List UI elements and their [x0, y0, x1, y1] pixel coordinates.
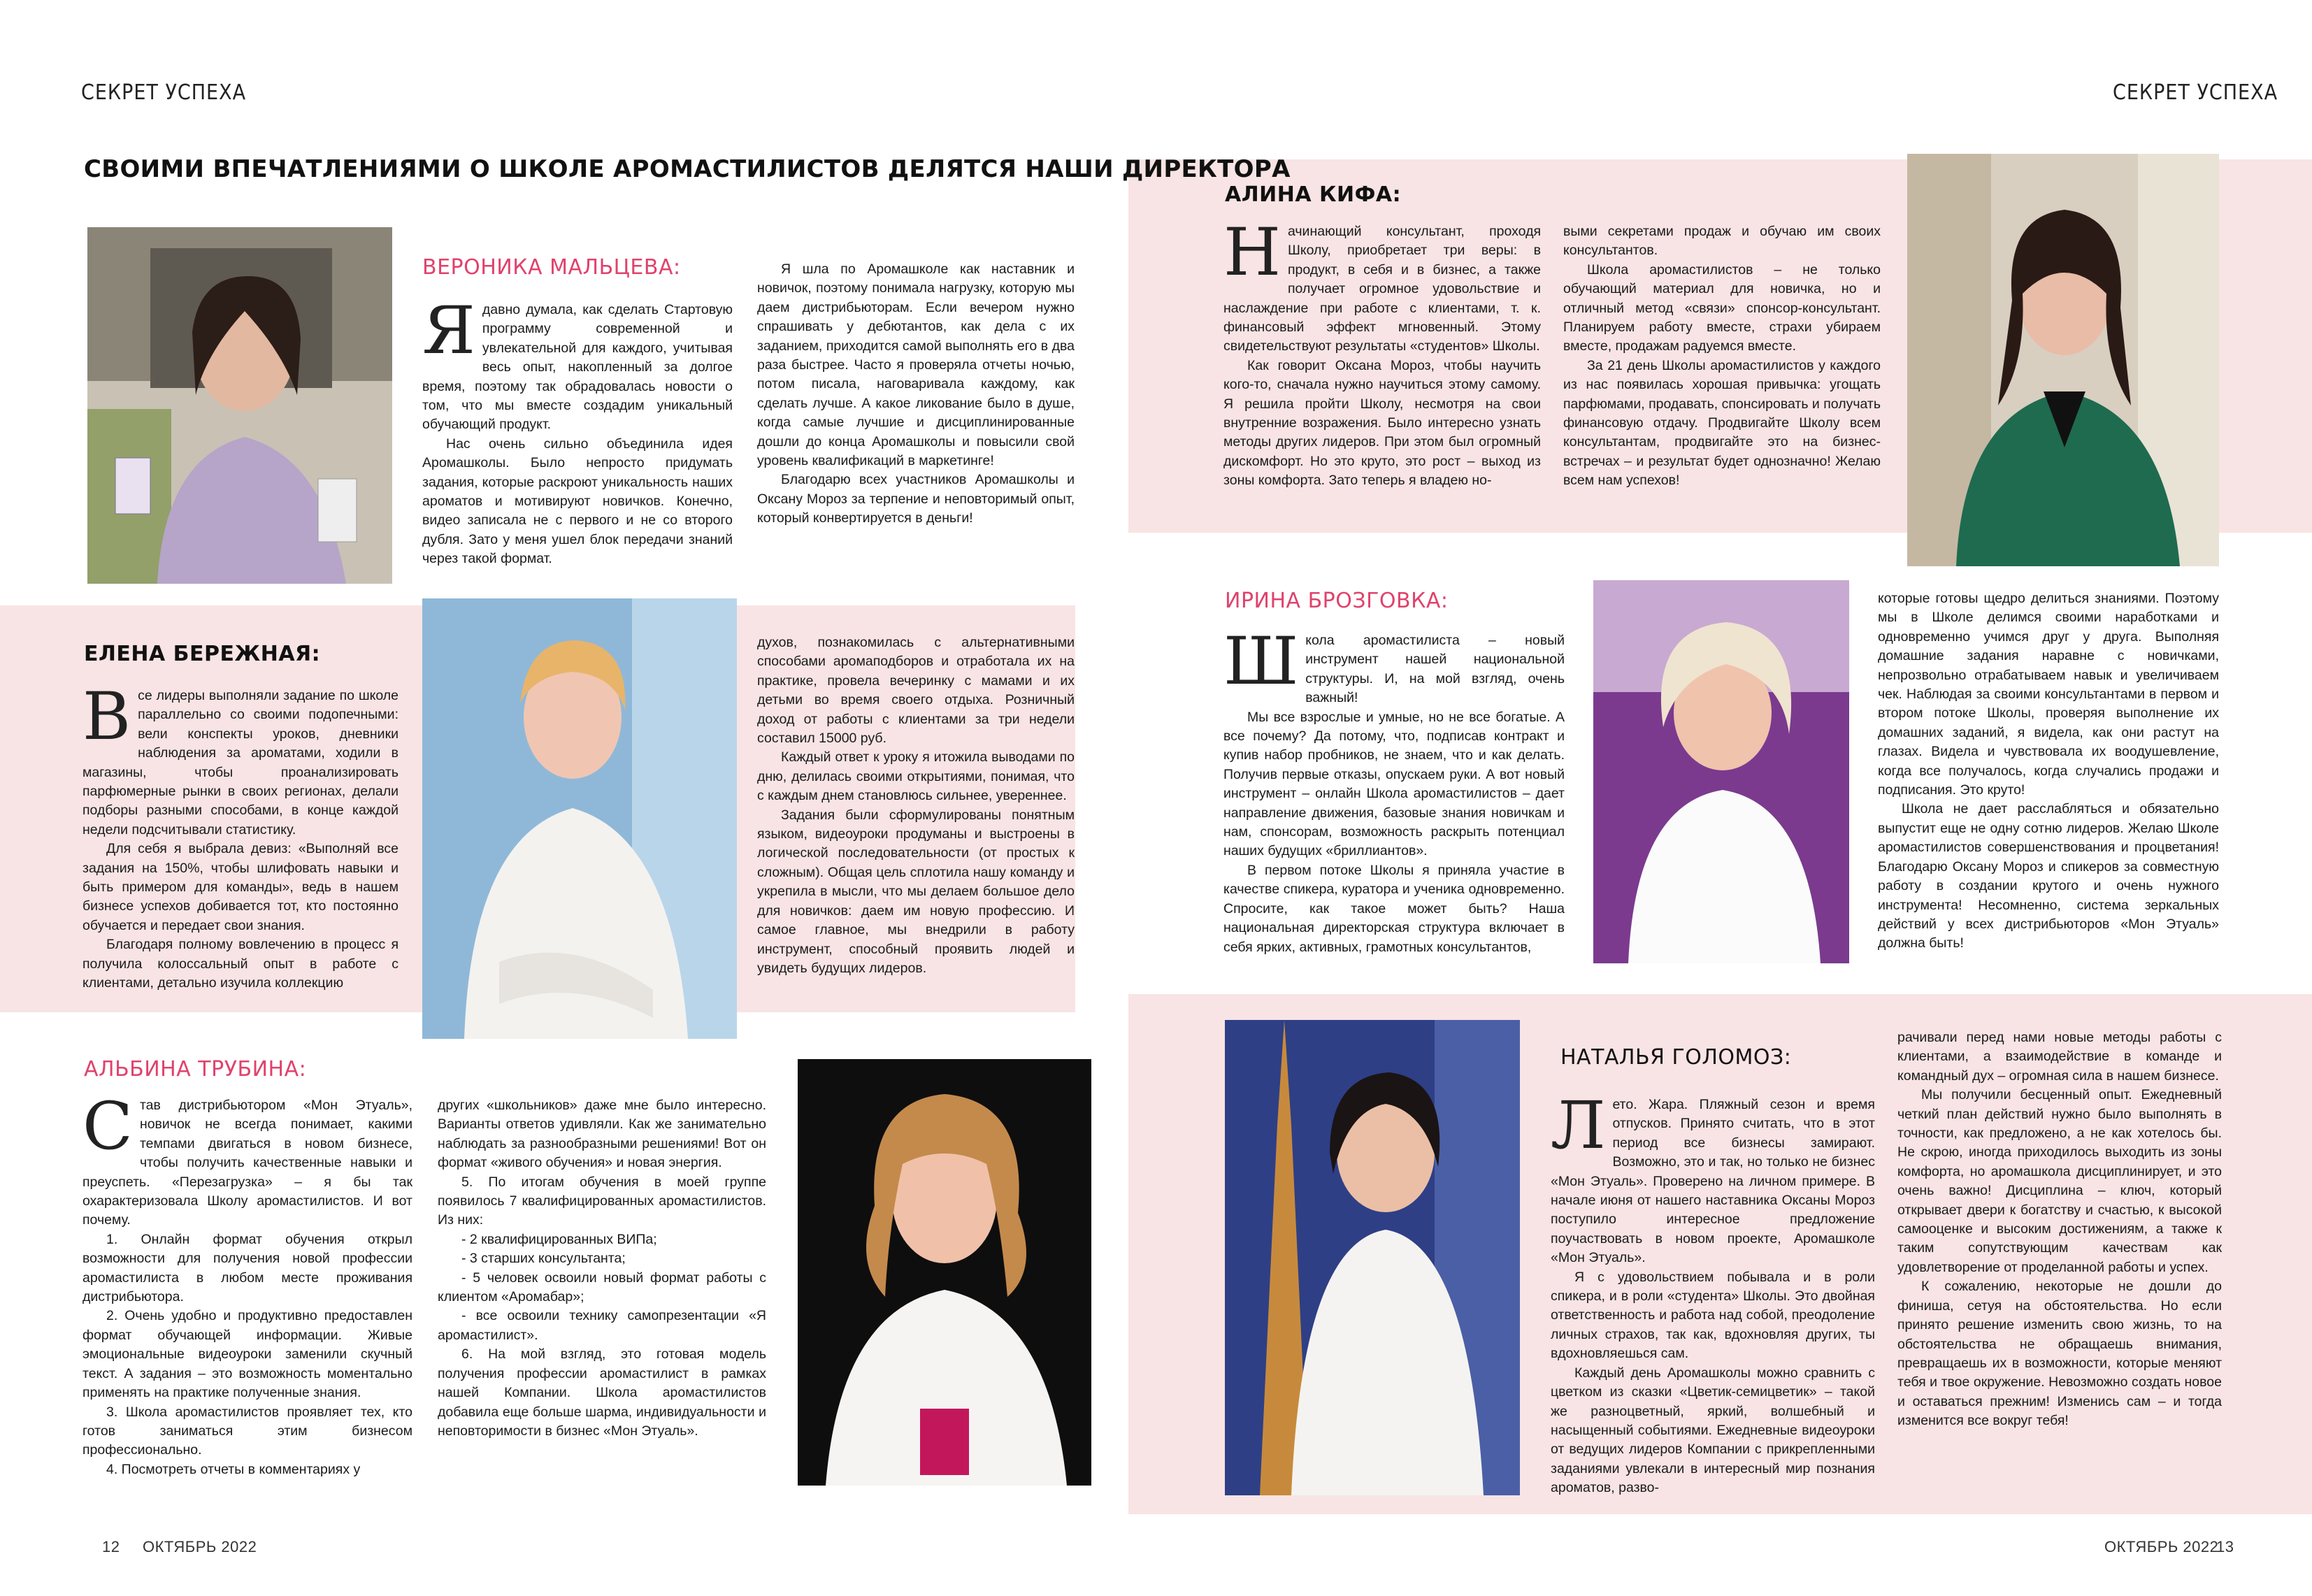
paragraph: тав дистрибьютором «Мон Этуаль», новичок не всегда понимает, какими темпами двигаться в новом бизнесе, чтобы получить качественные навыки и преуспеть. «Перезагрузка» – я бы так охарактеризовала Школу аромастилистов. И вот почему. — [82, 1098, 412, 1228]
name-irina: ИРИНА БРОЗГОВКА: — [1225, 589, 1449, 613]
name-alina: АЛИНА КИФА: — [1225, 182, 1402, 207]
natalya-col-2 — [1897, 1028, 2222, 1431]
page-number-right: 13 — [2216, 1538, 2234, 1555]
dropcap-albina: С — [82, 1088, 133, 1165]
photo-albina — [798, 1059, 1091, 1486]
paragraph: Благодарю всех участников Аромашколы и Оксану Мороз за терпение и неповторимый опыт, который конвертируется в деньги! — [757, 472, 1075, 526]
paragraph: рачивали перед нами новые методы работы с клиентами, а взаимодействие в команде и командный дух – огромная сила в нашем бизнесе. — [1897, 1030, 2222, 1084]
dropcap-irina: Ш — [1223, 624, 1299, 700]
paragraph: За 21 день Школы аромастилистов у каждого из нас появилась хорошая привычка: угощать парфюмами, продавать, спонсировать и получать финансовую отдачу. Продвигайте Школу всем консультантам, продвигайте это на бизнес-встречах – и результат будет однозначно! Желаю всем нам успехов! — [1563, 357, 1881, 489]
paragraph: В первом потоке Школы я приняла участие в качестве спикера, куратора и ученика одновременно. Спросите, как такое может быть? Наша национальная директорская структура включает в себя ярких, активных, грамотных консультантов, — [1223, 862, 1565, 955]
issue-date-left: ОКТЯБРЬ 2022 — [143, 1538, 257, 1555]
paragraph: ето. Жара. Пляжный сезон и время отпусков. Принято считать, что в этот период все бизнесы замирают. Возможно, это и так, но только не бизнес «Мон Этуаль». Проверено на личном примере. В начале июня от нашего наставника Оксаны Мороз поступило интересное предложение поучаствовать в новом проекте, Аромашколе «Мон Этуаль». — [1551, 1097, 1875, 1266]
name-elena: ЕЛЕНА БЕРЕЖНАЯ: — [84, 642, 321, 666]
paragraph: - 2 квалифицированных ВИПа; — [461, 1231, 657, 1247]
paragraph: ачинающий консультант, проходя Школу, приобретает три веры: в продукт, в себя и в бизнес, а также получает огромное удовольствие и наслаждение при работе с клиентами, т. к. финансовый эффект мгновенный. Этому свидетельствуют результаты «студентов» Школы. — [1223, 224, 1541, 354]
natalya-col-1 — [1551, 1088, 1875, 1498]
irina-col-1 — [1223, 624, 1565, 957]
albina-col-1 — [82, 1088, 412, 1479]
paragraph: Благодаря полному вовлечению в процесс я получила колоссальный опыт в работе с клиентами, детально изучила коллекцию — [82, 937, 399, 991]
paragraph: давно думала, как сделать Стартовую программу современной и увлекательной для каждого, учитывая весь опыт, накопленный за долгое время, поэтому так обрадовалась новости о том, что мы вместе создадим уникальный обучающий продукт. — [422, 302, 733, 433]
paragraph: Школа аромастилистов – не только обучающий материал для новичка, но и отличный метод «связи» спонсор-консультант. Планируем работу вместе, страхи убираем вместе, продажам радуемся вместе. — [1563, 261, 1881, 354]
paragraph: духов, познакомилась с альтернативными способами аромаподборов и отработала их на практике, провела вечеринку с мамами и их детьми во время своего отдыха. Розничный доход от работы с клиентами за три недели составил 15000 руб. — [757, 635, 1075, 747]
name-albina: АЛЬБИНА ТРУБИНА: — [84, 1057, 307, 1081]
photo-alina — [1907, 154, 2219, 566]
elena-col-1 — [82, 679, 399, 993]
paragraph: Я с удовольствием побывала и в роли спикера, и в роли «студента» Школы. Это двойная ответственность и работа над собой, преодоление личных страхов, так как, вдохновляя других, ты вдохновляешься сам. — [1551, 1269, 1875, 1362]
paragraph: К сожалению, некоторые не дошли до финиша, сетуя на обстоятельства. Но если принято решение изменить свою жизнь, то на обстоятельства не обращаешь внимания, превращаешь их в возможности, которые меняют тебя и твое окружение. Невозможно создать новое и оставаться прежним! Изменись сам – и тогда изменится все вокруг тебя! — [1897, 1279, 2222, 1429]
paragraph: 5. По итогам обучения в моей группе появилось 7 квалифицированных аромастилистов. Из них: — [438, 1174, 766, 1228]
paragraph: Мы все взрослые и умные, но не все богатые. А все почему? Да потому, что, подписав контракт и купив набор пробников, не знаем, что и как делать. Получив первые отказы, опускаем руки. А вот новый инструмент – онлайн Школа аромастилистов – дает направление движения, базовые знания новичкам и нам, спонсорам, возможность раскрыть потенциал наших будущих «бриллиантов». — [1223, 709, 1565, 859]
paragraph: Как говорит Оксана Мороз, чтобы научить кого-то, сначала нужно научиться этому самому. Я решила пройти Школу, несмотря на свои внутренние возражения. Было интересно узнать методы других лидеров. При этом был огромный дискомфорт. Но это круто, это рост – выход из зоны комфорта. Зато теперь я владею но- — [1223, 357, 1541, 489]
paragraph: Школа не дает расслабляться и обязательно выпустит еще не одну сотню лидеров. Желаю Школе аромастилистов совершенствования и процветания! Благодарю Оксану Мороз и спикеров за совместную работу в создании крутого и очень нужного инструмента! Несомненно, система зеркальных действий у всех дистрибьюторов «Мон Этуаль» должна быть! — [1878, 801, 2219, 951]
dropcap-elena: В — [82, 679, 131, 755]
section-label-left: СЕКРЕТ УСПЕХА — [81, 80, 247, 105]
paragraph: - все освоили технику самопрезентации «Я аромастилист». — [438, 1308, 766, 1343]
paragraph: Я шла по Аромашколе как наставник и новичок, поэтому понимала нагрузку, которую мы даем дистрибьюторам. Если вечером нужно спрашивать у дебютантов, как дела с их заданием, приходится самой выполнять его в два раза быстрее. Часто я проверяла отчеты ночью, потом писала, наговаривала каждому, как сделать лучше. А какое ликование было в душе, когда самые лучшие и дисциплинированные дошли до конца Аромашколы и повысили свой уровень квалификаций в маркетинге! — [757, 261, 1075, 469]
section-label-right: СЕКРЕТ УСПЕХА — [2113, 80, 2278, 105]
issue-date-right: ОКТЯБРЬ 2022 — [2104, 1538, 2219, 1555]
paragraph: - 5 человек освоили новый формат работы с клиентом «Аромабар»; — [438, 1270, 766, 1305]
name-natalya: НАТАЛЬЯ ГОЛОМОЗ: — [1560, 1045, 1792, 1070]
paragraph: выми секретами продаж и обучаю им своих консультантов. — [1563, 224, 1881, 259]
paragraph: Мы получили бесценный опыт. Ежедневный четкий план действий нужно было выполнять в точности, как предложено, а не как хотелось бы. Не скрою, иногда приходилось выходить из зоны комфорта, но аромашкола дисциплинирует, и это очень важно! Дисциплина – ключ, который открывает двери к богатству и счастью, к высокой самооценке и высоким достижениям, а также к таким сопутствующим качествам как удовлетворение от проделанной работы и успех. — [1897, 1087, 2222, 1275]
paragraph: 4. Посмотреть отчеты в комментариях у — [106, 1461, 361, 1477]
alina-col-1 — [1223, 215, 1541, 491]
dropcap-veronika: Я — [422, 293, 475, 369]
paragraph: 6. На мой взгляд, это готовая модель получения профессии аромастилист в рамках нашей Компании. Школа аромастилистов добавила еще больше шарма, индивидуальности и неповторимости в бизнес «Мон Этуаль». — [438, 1346, 766, 1439]
page-title: СВОИМИ ВПЕЧАТЛЕНИЯМИ О ШКОЛЕ АРОМАСТИЛИСТОВ ДЕЛЯТСЯ НАШИ ДИРЕКТОРА — [84, 155, 1291, 183]
paragraph: се лидеры выполняли задание по школе параллельно со своими подопечными: вели конспекты уроков, дневники наблюдения за ароматами, ходили в магазины, чтобы проанализировать парфюмерные рынки в своих регионах, делали подборы разными способами, в конце каждой недели подсчитывали статистику. — [82, 688, 399, 837]
veronika-col-1 — [422, 293, 733, 569]
alina-col-2 — [1563, 222, 1881, 491]
photo-veronika — [87, 227, 392, 584]
elena-col-2 — [757, 633, 1075, 978]
paragraph: Каждый ответ к уроку я итожила выводами по дню, делилась своими открытиями, понимая, что с каждым днем становлюсь сильнее, увереннее. — [757, 749, 1075, 804]
dropcap-natalya: Л — [1551, 1088, 1606, 1164]
photo-irina — [1593, 580, 1849, 963]
paragraph: кола аромастилиста – новый инструмент нашей национальной структуры. И, на мой взгляд, очень важный! — [1305, 633, 1565, 706]
paragraph: 2. Очень удобно и продуктивно предоставлен формат обучающей информации. Живые эмоциональные видеоуроки заменили скучный текст. А задания – это возможность моментально применять на практике полученные знания. — [82, 1308, 412, 1401]
paragraph: Каждый день Аромашколы можно сравнить с цветком из сказки «Цветик-семицветик» – такой же разноцветный, яркий, волшебный и насыщенный событиями. Ежедневные видеоуроки от ведущих лидеров Компании с прикрепленными заданиями увлекали в интересный мир познания ароматов, разво- — [1551, 1365, 1875, 1496]
paragraph: Нас очень сильно объединила идея Аромашколы. Было непросто придумать задания, которые раскроют уникальность наших ароматов и мотивируют новичков. Конечно, видео записала не с первого и не со второго дубля. Зато у меня ушел блок передачи знаний через такой формат. — [422, 436, 733, 567]
paragraph: Для себя я выбрала девиз: «Выполняй все задания на 150%, чтобы шлифовать навыки и быть примером для команды», ведь в нашем бизнесе успехов добивается тот, кто постоянно обучается и передает свои знания. — [82, 841, 399, 933]
dropcap-alina: Н — [1223, 215, 1281, 291]
photo-elena — [422, 598, 737, 1039]
name-veronika: ВЕРОНИКА МАЛЬЦЕВА: — [422, 255, 681, 280]
veronika-col-2 — [757, 260, 1075, 529]
paragraph: Задания были сформулированы понятным языком, видеоуроки продуманы и выстроены в логической последовательности (от простых к сложным). Общая цель сплотила нашу команду и укрепила в мысли, что мы делаем большое дело для новичков: даем им новую профессию. И самое главное, мы внедрили в работу инструмент, способный проявить людей и увидеть будущих лидеров. — [757, 807, 1075, 976]
paragraph: 3. Школа аромастилистов проявляет тех, кто готов заниматься этим бизнесом профессионально. — [82, 1404, 412, 1458]
paragraph: которые готовы щедро делиться знаниями. Поэтому мы в Школе делимся своими наработками и одновременно учимся друг у друга. Выполняя домашние задания наравне с новичками, непрозвольно отрабатываем навык и увеличиваем чек. Наблюдая за своими консультантами в первом и втором потоке Школы, проверяя выполнение их домашних заданий, я видела, как они растут на глазах. Видела и чувствовала их воодушевление, когда все получалось, когда случались продажи и подписания. Это круто! — [1878, 591, 2219, 798]
paragraph: других «школьников» даже мне было интересно. Варианты ответов удивляли. Как же занимательно наблюдать за разнообразными решениями! Вот он формат «живого обучения» и новая энергия. — [438, 1098, 766, 1171]
page-number-left: 12 — [102, 1538, 120, 1555]
photo-natalya — [1225, 1020, 1520, 1495]
albina-col-2 — [438, 1096, 766, 1441]
paragraph: - 3 старших консультанта; — [461, 1251, 626, 1267]
irina-col-2 — [1878, 589, 2219, 954]
paragraph: 1. Онлайн формат обучения открыл возможности для получения новой профессии аромастилиста в любом месте проживания дистрибьютора. — [82, 1231, 412, 1305]
